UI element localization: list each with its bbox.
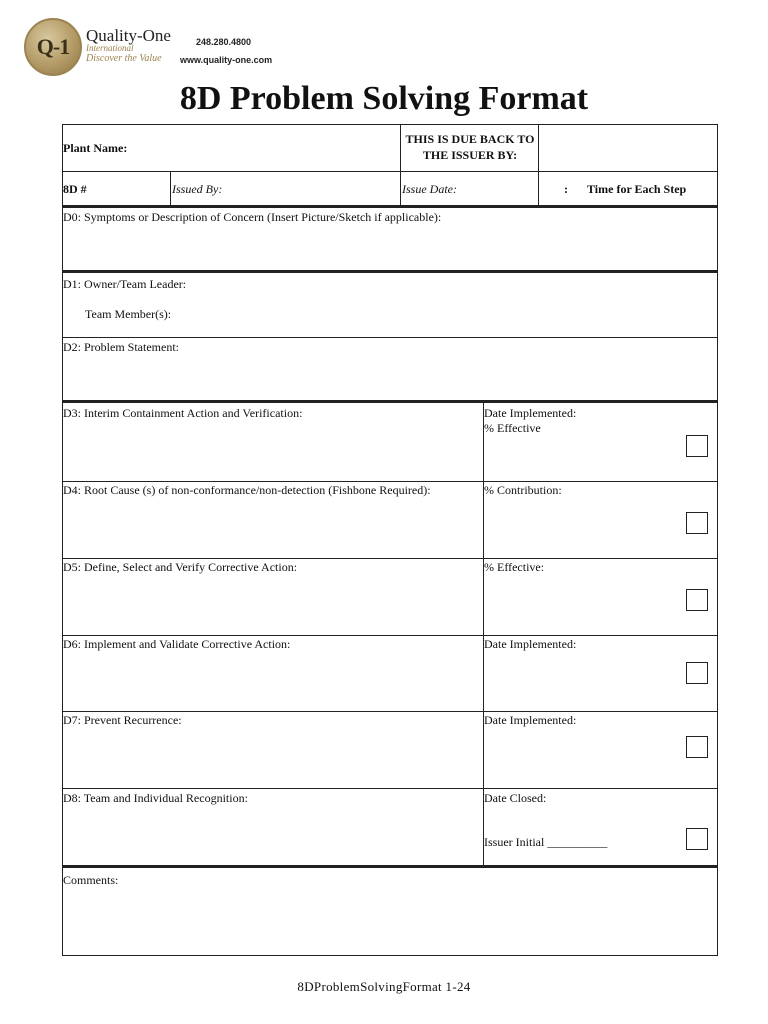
d4-checkbox[interactable] (686, 512, 708, 534)
issue-date-label: Issue Date: (402, 182, 457, 196)
time-each-step-label: Time for Each Step (587, 182, 687, 196)
d3-date-implemented-label: Date Implemented: (484, 406, 577, 420)
row-divider (62, 558, 718, 559)
row-divider (62, 337, 718, 338)
page-title: 8D Problem Solving Format (179, 80, 589, 117)
d4-contribution-label: % Contribution: (484, 483, 562, 497)
issued-by-label: Issued By: (172, 182, 223, 196)
eightd-number-label: 8D # (63, 182, 87, 196)
d6-date-implemented-label: Date Implemented: (484, 637, 577, 651)
d3-effective-label: % Effective (484, 421, 541, 435)
d4-label: D4: Root Cause (s) of non-conformance/non-detection (Fishbone Required): (63, 483, 431, 497)
row-divider (62, 635, 718, 636)
d8-date-closed-label: Date Closed: (484, 791, 547, 805)
d3-checkbox[interactable] (686, 435, 708, 457)
row-divider-thick (62, 400, 718, 403)
row-divider-thick (62, 865, 718, 868)
d5-effective-label: % Effective: (484, 560, 545, 574)
page-footer: 8DProblemSolvingFormat 1-24 (297, 979, 471, 994)
row-divider-thick (62, 270, 718, 273)
due-back-label: THIS IS DUE BACK TO THE ISSUER BY: (405, 132, 535, 162)
logo-mark: Q-1 (36, 34, 70, 59)
comments-label: Comments: (63, 873, 119, 887)
plant-name-label: Plant Name: (63, 141, 128, 155)
brand-tagline: Discover the Value (86, 53, 162, 64)
d7-checkbox[interactable] (686, 736, 708, 758)
column-divider (170, 171, 171, 206)
d0-label: D0: Symptoms or Description of Concern (Insert Picture/Sketch if applicable): (63, 210, 442, 224)
d8-checkbox[interactable] (686, 828, 708, 850)
colon-separator: : (564, 182, 568, 196)
row-divider (62, 788, 718, 789)
d3-label: D3: Interim Containment Action and Verification: (63, 406, 303, 420)
row-divider-thick (62, 205, 718, 208)
d5-label: D5: Define, Select and Verify Corrective Action: (63, 560, 298, 574)
website-url: www.quality-one.com (180, 55, 273, 65)
d6-label: D6: Implement and Validate Corrective Action: (63, 637, 291, 651)
d6-checkbox[interactable] (686, 662, 708, 684)
phone-number: 248.280.4800 (196, 37, 252, 47)
form-frame (62, 124, 718, 956)
d1-label: D1: Owner/Team Leader: (63, 277, 187, 291)
d7-label: D7: Prevent Recurrence: (63, 713, 182, 727)
row-divider (62, 481, 718, 482)
column-divider (400, 124, 401, 206)
row-divider (62, 711, 718, 712)
d2-label: D2: Problem Statement: (63, 340, 179, 354)
brand-sub: International (86, 43, 134, 53)
d7-date-implemented-label: Date Implemented: (484, 713, 577, 727)
d8-label: D8: Team and Individual Recognition: (63, 791, 248, 805)
brand-name: Quality-One (86, 26, 171, 45)
d8-issuer-initial-label: Issuer Initial __________ (484, 835, 608, 849)
row-divider (62, 171, 718, 172)
d5-checkbox[interactable] (686, 589, 708, 611)
company-logo (24, 18, 82, 76)
column-divider (538, 124, 539, 206)
team-members-label: Team Member(s): (85, 307, 172, 321)
